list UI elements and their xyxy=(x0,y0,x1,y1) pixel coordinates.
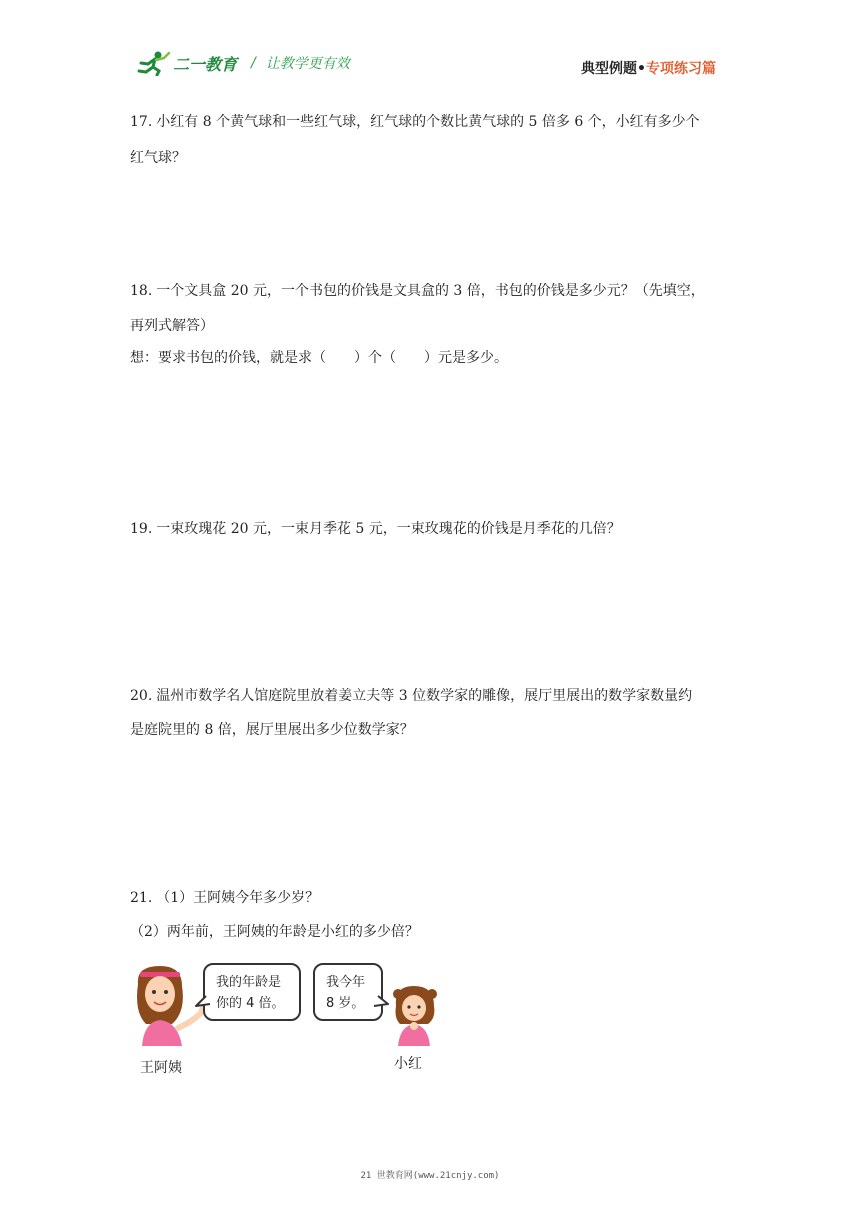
question-21-line-2: （2）两年前，王阿姨的年龄是小红的多少倍？ xyxy=(130,924,419,940)
logo-text: 二一教育 xyxy=(173,54,238,74)
bubble-aunt-line-2: 你的 4 倍。 xyxy=(216,996,285,1011)
header-title xyxy=(581,58,716,78)
header-slash: / xyxy=(251,55,256,71)
header-slogan: 让教学更有效 xyxy=(265,56,350,72)
name-xiaohong: 小红 xyxy=(394,1056,422,1072)
question-18-line-3: 想：要求书包的价钱，就是求（ ）个（ ）元是多少。 xyxy=(130,350,508,366)
question-20-number: 20. xyxy=(130,688,153,704)
question-18-line-2: 再列式解答） xyxy=(130,318,214,334)
speech-bubble-aunt xyxy=(196,964,300,1020)
question-19-text: 一束玫瑰花 20 元，一束月季花 5 元，一束玫瑰花的价钱是月季花的几倍？ xyxy=(156,521,621,537)
age-illustration xyxy=(132,962,452,1082)
question-18-line-1 xyxy=(130,281,730,301)
question-19-number: 19. xyxy=(130,521,153,537)
question-20-line-2: 是庭院里的 8 倍，展厅里展出多少位数学家？ xyxy=(130,722,414,738)
question-21-line-1 xyxy=(130,888,730,908)
question-21-number: 21. xyxy=(130,890,153,906)
question-20-line-1 xyxy=(130,686,730,706)
header-title-part1: 典型例题• xyxy=(581,61,646,77)
speech-bubble-xiaohong xyxy=(314,964,388,1020)
question-20-text: 温州市数学名人馆庭院里放着姜立夫等 3 位数学家的雕像，展厅里展出的数学家数量约 xyxy=(156,688,693,704)
question-17-number: 17. xyxy=(130,114,153,130)
question-19-line-1 xyxy=(130,519,730,539)
bubble-xiaohong-line-1: 我今年 xyxy=(326,975,366,990)
question-18-text: 一个文具盒 20 元，一个书包的价钱是文具盒的 3 倍，书包的价钱是多少元？（先填空， xyxy=(156,283,705,299)
xiaohong-figure xyxy=(393,986,437,1046)
runner-logo-icon xyxy=(137,50,171,76)
question-17-text: 小红有 8 个黄气球和一些红气球，红气球的个数比黄气球的 5 倍多 6 个，小红有多少个 xyxy=(156,114,700,130)
bubble-aunt-line-1: 我的年龄是 xyxy=(216,975,282,990)
question-21-text: （1）王阿姨今年多少岁？ xyxy=(156,890,320,906)
name-aunt-wang: 王阿姨 xyxy=(140,1060,182,1076)
bubble-xiaohong-line-2: 8 岁。 xyxy=(326,996,365,1011)
question-17-line-2: 红气球？ xyxy=(130,150,186,166)
footer-source: 21 世教育网(www.21cnjy.com) xyxy=(360,1171,500,1181)
header-title-part2: 专项练习篇 xyxy=(646,61,716,77)
question-17-line-1 xyxy=(130,112,730,132)
question-18-number: 18. xyxy=(130,283,153,299)
header-logo xyxy=(137,50,350,76)
